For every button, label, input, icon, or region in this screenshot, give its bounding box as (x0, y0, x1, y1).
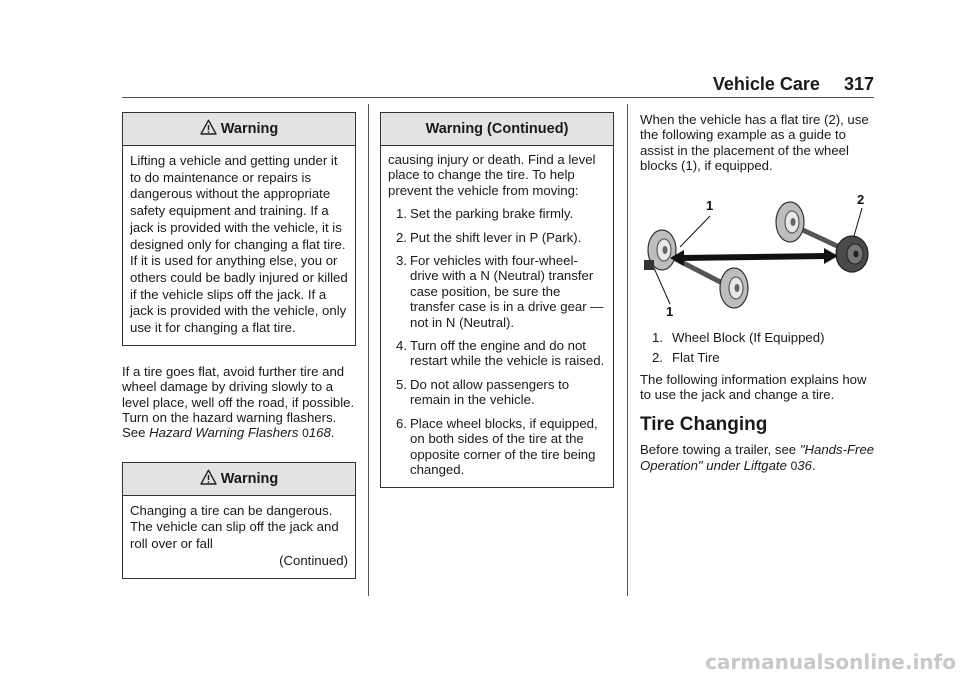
wheel-block-icon (644, 260, 654, 270)
warning-header-1 (123, 113, 355, 146)
step-text: For vehicles with four-wheel-drive with a N (Neutral) transfer case position, be sure the transfer case is in a drive gear — not in N (Neutral). (410, 253, 604, 330)
list-item (640, 330, 876, 346)
flat-tire-text: If a tire goes flat, avoid further tire and wheel damage by driving slowly to a level place, well off the road, if possible. Turn on the hazard warning flashers. See (122, 363, 355, 441)
warning-box-continued (380, 112, 614, 488)
flat-tire-paragraph (122, 364, 356, 442)
callout-label-2: 2 (857, 191, 865, 207)
rear-right-wheel (720, 268, 748, 308)
warning-body-continued (381, 146, 613, 487)
diagonal-arrow (670, 248, 838, 266)
column-2 (380, 112, 614, 488)
page-header (713, 74, 874, 95)
legend-text: Flat Tire (672, 349, 720, 365)
warning-header-continued: Warning (Continued) (381, 113, 613, 146)
list-item (388, 230, 606, 245)
warning-title-2: Warning (220, 470, 279, 487)
step-number: 6. (396, 415, 407, 431)
callout-label-1-bottom: 1 (666, 303, 674, 319)
warning-box-1 (122, 112, 356, 346)
list-item (388, 206, 606, 221)
warning-text-1: Lifting a vehicle and getting under it to do maintenance or repairs is dangerous without the appropriate safety equipment and training. If a jack is provided with the vehicle, it is designed only for changing a flat tire. If it is used for anything else, you or others could be badly injured or killed if the vehicle slips off the jack. If a jack is provided with the vehicle, only use it for changing a flat tire. (130, 153, 348, 336)
column-divider-right (627, 104, 628, 596)
hazard-flashers-page[interactable]: 168 (308, 425, 331, 441)
warning-header-2 (123, 463, 355, 496)
flat-tire (836, 236, 868, 272)
wheel-block-intro: When the vehicle has a flat tire (2), use the following example as a guide to assist in the placement of the wheel blocks (1), if equipped. (640, 112, 869, 174)
jack-info-paragraph: The following information explains how to use the jack and change a tire. (640, 371, 867, 403)
column-divider-left (368, 104, 369, 596)
towing-paragraph (640, 442, 876, 474)
legend-text: Wheel Block (If Equipped) (672, 329, 825, 345)
front-left-wheel (776, 202, 804, 242)
warning-body-2 (123, 496, 355, 578)
safety-steps-list (388, 206, 606, 477)
paragraph-end: . (330, 425, 335, 441)
page-ref-symbol: 0 (302, 426, 309, 441)
tire-changing-heading: Tire Changing (640, 414, 768, 436)
legend-number: 2. (652, 349, 663, 365)
list-item (388, 377, 606, 408)
hands-free-page[interactable]: 36 (797, 457, 812, 473)
warning-box-2 (122, 462, 356, 579)
warning-icon (200, 465, 217, 498)
step-text: Set the parking brake firmly. (410, 206, 574, 222)
warning-icon (200, 115, 217, 148)
step-text: Turn off the engine and do not restart while the vehicle is raised. (410, 338, 605, 369)
wheel-block-figure (640, 192, 876, 320)
step-number: 1. (396, 206, 407, 222)
callout-label-1-top: 1 (706, 197, 714, 213)
hands-free-link[interactable]: "Hands-Free Operation" under Liftgate (640, 442, 875, 473)
warning-continued-intro: causing injury or death. Find a level place to change the tire. To help prevent the vehicle from moving: (388, 152, 596, 198)
step-number: 4. (396, 338, 407, 354)
step-number: 2. (396, 229, 407, 245)
step-number: 3. (396, 253, 407, 269)
list-item (388, 253, 606, 330)
warning-title-1: Warning (220, 121, 279, 137)
step-number: 5. (396, 376, 407, 392)
step-text: Put the shift lever in P (Park). (410, 229, 582, 245)
hazard-flashers-link[interactable]: Hazard Warning Flashers (149, 425, 299, 441)
list-item (640, 350, 876, 366)
continued-label: (Continued) (279, 552, 348, 568)
section-title-header: Vehicle Care (712, 74, 820, 94)
page-number: 317 (843, 74, 874, 94)
step-text: Do not allow passengers to remain in the vehicle. (410, 376, 570, 408)
header-rule (122, 97, 874, 98)
page-ref-symbol: 0 (790, 458, 798, 473)
towing-text: Before towing a trailer, see (640, 442, 800, 458)
step-text: Place wheel blocks, if equipped, on both sides of the tire at the opposite corner of the tire being changed. (410, 415, 598, 477)
watermark: carmanualsonline.info (705, 650, 956, 674)
wheel-block-diagram (640, 192, 876, 320)
legend-number: 1. (652, 329, 663, 345)
warning-text-2: Changing a tire can be dangerous. The vehicle can slip off the jack and roll over or fall (130, 502, 339, 552)
paragraph-end: . (811, 457, 816, 473)
figure-legend (640, 330, 876, 366)
column-1 (122, 112, 356, 579)
warning-body-1 (123, 146, 355, 345)
column-3 (640, 112, 876, 474)
list-item (388, 338, 606, 369)
list-item (388, 416, 606, 478)
